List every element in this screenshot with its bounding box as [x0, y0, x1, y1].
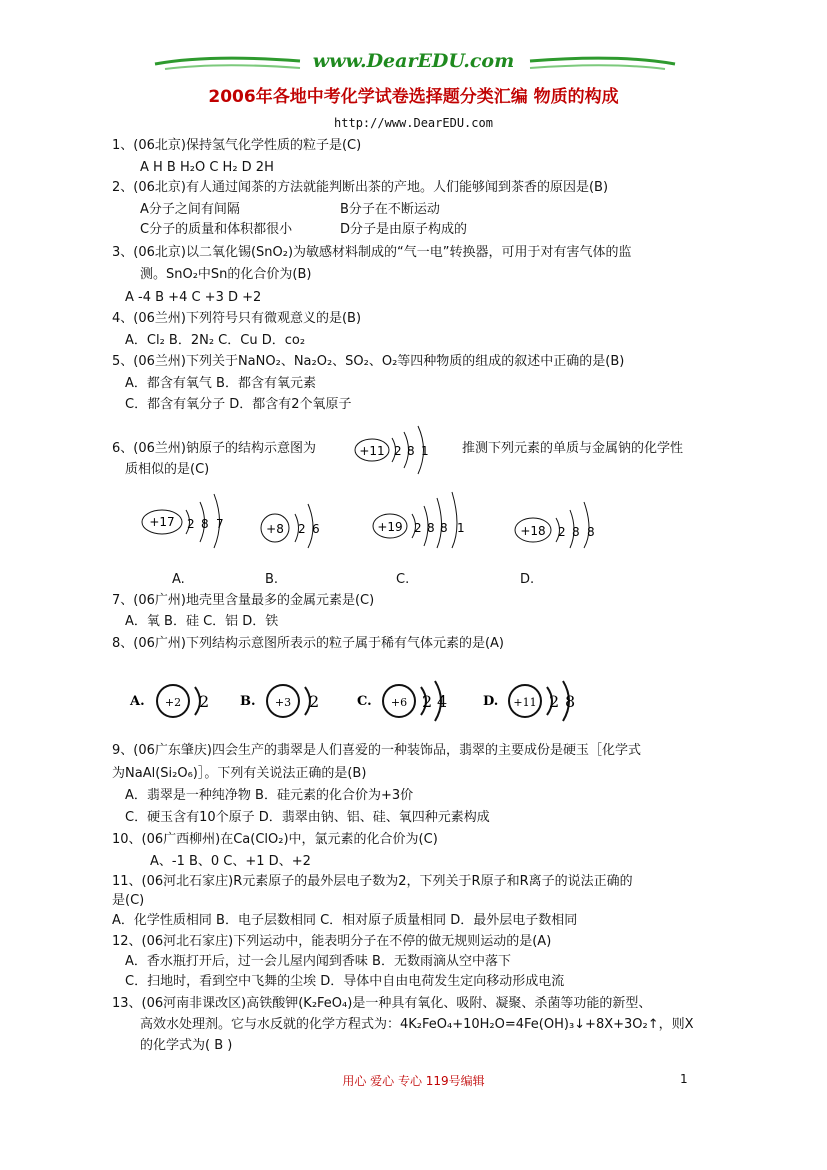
svg-text:C.: C.: [357, 694, 372, 709]
question-9-cont: 为NaAl(Si₂O₆)］。下列有关说法正确的是(B): [112, 766, 367, 781]
svg-text:+11: +11: [359, 444, 385, 458]
question-9-options-ab: A．翡翠是一种纯净物 B．硅元素的化合价为+3价: [125, 788, 414, 803]
atom-option-c: [373, 492, 465, 548]
svg-text:2: 2: [199, 692, 210, 711]
question-1-options: A H B H₂O C H₂ D 2H: [140, 160, 274, 175]
question-13: 13、(06河南非课改区)高铁酸钾(K₂FeO₄)是一种具有氧化、吸附、凝聚、杀菌等功能的新型、: [112, 996, 652, 1011]
svg-text:8: 8: [427, 521, 435, 535]
svg-text:8: 8: [587, 525, 595, 539]
svg-text:2: 2: [558, 525, 566, 539]
q8-option-c: [357, 681, 447, 721]
question-9-options-cd: C．硬玉含有10个原子 D．翡翠由钠、铝、硅、氧四种元素构成: [125, 810, 490, 825]
svg-text:1: 1: [421, 444, 429, 458]
question-5-options-cd: C．都含有氧分子 D．都含有2个氧原子: [125, 397, 352, 412]
question-4: 4、(06兰州)下列符号只有微观意义的是(B): [112, 311, 362, 326]
question-7: 7、(06广州)地壳里含量最多的金属元素是(C): [112, 593, 375, 608]
atom-option-b: [261, 504, 320, 548]
svg-text:+18: +18: [520, 524, 546, 538]
svg-text:2: 2: [549, 692, 560, 711]
atom-option-d: [515, 502, 595, 548]
q8-option-d: [483, 681, 575, 721]
svg-text:2: 2: [394, 444, 402, 458]
svg-text:8: 8: [201, 517, 209, 531]
question-12: 12、(06河北石家庄)下列运动中，能表明分子在不停的做无规则运动的是(A): [112, 934, 552, 949]
diagram-label-b: B.: [265, 572, 279, 587]
question-12-options-cd: C．扫地时，看到空中飞舞的尘埃 D．导体中自由电荷发生定向移动形成电流: [125, 974, 565, 989]
question-3: 3、(06北京)以二氧化锡(SnO₂)为敏感材料制成的“气一电”转换器，可用于对有害气体的监: [112, 245, 632, 260]
question-2-option-b: B分子在不断运动: [340, 202, 440, 217]
question-6-diagrams: [140, 488, 760, 550]
question-6-line2: 质相似的是(C): [125, 462, 210, 477]
svg-text:+17: +17: [149, 515, 175, 529]
svg-text:6: 6: [312, 522, 320, 536]
question-11-options: A．化学性质相同 B．电子层数相同 C．相对原子质量相同 D．最外层电子数相同: [112, 913, 578, 928]
svg-text:2: 2: [309, 692, 320, 711]
svg-text:8: 8: [407, 444, 415, 458]
svg-text:B.: B.: [240, 694, 256, 709]
question-5-options-ab: A．都含有氧气 B．都含有氧元素: [125, 376, 316, 391]
question-1: 1、(06北京)保持氢气化学性质的粒子是(C): [112, 138, 362, 153]
question-3-options: A -4 B +4 C +3 D +2: [125, 290, 262, 305]
svg-text:8: 8: [572, 525, 580, 539]
question-3-cont: 测。SnO₂中Sn的化合价为(B): [140, 267, 312, 282]
question-6: 6、(06兰州)钠原子的结构示意图为: [112, 441, 316, 456]
question-13-cont: 高效水处理剂。它与水反就的化学方程式为：4K₂FeO₄+10H₂O=4Fe(OH)₃↓+8X+3O₂↑，则X: [140, 1017, 694, 1032]
svg-text:+3: +3: [274, 696, 292, 709]
q8-option-a: [129, 685, 209, 717]
question-11-cont: 是(C): [112, 893, 145, 908]
sodium-atom-diagram: [352, 420, 442, 476]
diagram-label-c: C.: [396, 572, 410, 587]
svg-text:8: 8: [440, 521, 448, 535]
question-8-diagrams: [125, 675, 595, 725]
diagram-label-a: A.: [172, 572, 185, 587]
svg-text:7: 7: [216, 517, 224, 531]
question-9: 9、(06广东肇庆)四会生产的翡翠是人们喜爱的一种装饰品，翡翠的主要成份是硬玉［化学式: [112, 743, 641, 758]
question-2: 2、(06北京)有人通过闻茶的方法就能判断出茶的产地。人们能够闻到茶香的原因是(B): [112, 180, 609, 195]
question-2-option-c: C分子的质量和体积都很小: [140, 222, 293, 237]
svg-text:8: 8: [565, 692, 576, 711]
q8-option-b: [240, 685, 319, 717]
svg-text:2: 2: [298, 522, 306, 536]
svg-text:+19: +19: [377, 520, 403, 534]
question-10-options: A、-1 B、0 C、+1 D、+2: [150, 854, 311, 869]
page-footer: 用心 爱心 专心 119号编辑: [342, 1074, 485, 1088]
svg-text:+2: +2: [164, 696, 182, 709]
question-12-options-ab: A．香水瓶打开后，过一会儿屋内闻到香味 B．无数雨滴从空中落下: [125, 954, 511, 969]
svg-text:4: 4: [437, 692, 448, 711]
question-11: 11、(06河北石家庄)R元素原子的最外层电子数为2，下列关于R原子和R离子的说法正确的: [112, 874, 633, 889]
atom-option-a: [142, 494, 224, 548]
site-logo: www.DearEDU.com: [312, 50, 515, 72]
svg-text:+11: +11: [513, 696, 537, 709]
question-4-options: A．Cl₂ B．2N₂ C．Cu D．co₂: [125, 333, 306, 348]
svg-text:+8: +8: [266, 522, 284, 536]
svg-text:D.: D.: [483, 694, 499, 709]
svg-text:2: 2: [422, 692, 433, 711]
svg-text:1: 1: [457, 521, 465, 535]
question-10: 10、(06广西柳州)在Ca(ClO₂)中，氯元素的化合价为(C): [112, 832, 438, 847]
question-5: 5、(06兰州)下列关于NaNO₂、Na₂O₂、SO₂、O₂等四种物质的组成的叙述中正确的是(B): [112, 354, 625, 369]
question-13-answer: 的化学式为( B ): [140, 1038, 233, 1053]
page-number: 1: [680, 1072, 688, 1086]
question-2-option-d: D分子是由原子构成的: [340, 222, 468, 237]
question-7-options: A．氧 B．硅 C．铝 D．铁: [125, 614, 279, 629]
page-title: 2006年各地中考化学试卷选择题分类汇编 物质的构成: [208, 87, 619, 107]
question-8: 8、(06广州)下列结构示意图所表示的粒子属于稀有气体元素的是(A): [112, 636, 504, 651]
svg-text:2: 2: [187, 517, 195, 531]
diagram-label-d: D.: [520, 572, 535, 587]
site-url[interactable]: http://www.DearEDU.com: [334, 116, 493, 130]
svg-text:A.: A.: [130, 694, 145, 709]
question-6-cont: 推测下列元素的单质与金属钠的化学性: [462, 441, 684, 456]
question-2-option-a: A分子之间有间隔: [140, 202, 240, 217]
svg-text:2: 2: [414, 521, 422, 535]
svg-text:+6: +6: [390, 696, 408, 709]
